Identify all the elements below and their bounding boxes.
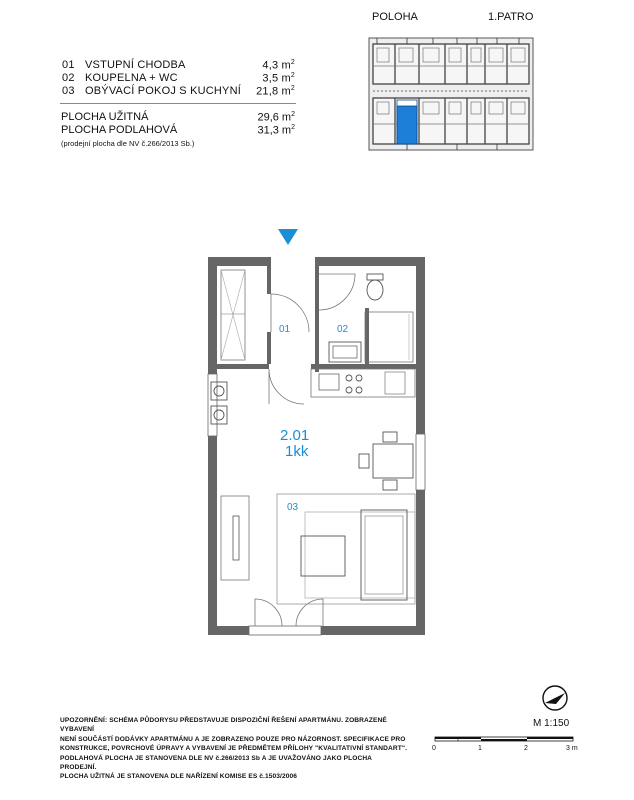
- room-label-02: 02: [337, 324, 349, 335]
- unit-type: 1kk: [285, 443, 309, 460]
- floor-area-value: 31,3 $m^2$: [257, 124, 295, 137]
- scale-label: M 1:150: [533, 718, 570, 729]
- room-area: 4,3 $m^2$: [262, 59, 295, 72]
- room-label-03: 03: [287, 502, 299, 513]
- disclaimer-line: PODLAHOVÁ PLOCHA JE STANOVENA DLE NV č.266/2013 Sb A JE UVAŽOVÁNO JAKO PLOCHA PRODEJNÍ.: [60, 754, 372, 772]
- room-name: OBÝVACÍ POKOJ S KUCHYNÍ: [85, 85, 241, 97]
- room-row-01: [62, 59, 295, 72]
- location-map: [367, 36, 535, 152]
- room-row-02: [62, 72, 295, 85]
- scale-bar: [434, 736, 574, 744]
- floor-label: 1.PATRO: [488, 11, 534, 23]
- disclaimer-line: PLOCHA UŽITNÁ JE STANOVENA DLE NAŘÍZENÍ KOMISE ES č.1503/2006: [60, 773, 298, 781]
- scale-tick-1: 1: [478, 745, 482, 752]
- floor-area-label: PLOCHA PODLAHOVÁ: [61, 124, 178, 136]
- room-name: VSTUPNÍ CHODBA: [85, 59, 186, 71]
- room-area: 21,8 $m^2$: [256, 85, 295, 98]
- entrance-arrow-icon: [277, 228, 299, 246]
- room-label-01: 01: [279, 324, 291, 335]
- scale-tick-2: 2: [524, 745, 528, 752]
- room-number: 02: [62, 72, 75, 84]
- north-arrow-icon: [541, 684, 569, 712]
- room-number: 03: [62, 85, 75, 97]
- usable-area-value: 29,6 $m^2$: [257, 111, 295, 124]
- room-name: KOUPELNA + WC: [85, 72, 178, 84]
- area-note: (prodejní plocha dle NV č.266/2013 Sb.): [61, 139, 195, 148]
- scale-tick-0: 0: [432, 745, 436, 752]
- room-number: 01: [62, 59, 75, 71]
- disclaimer-line: KONSTRUKCE, POVRCHOVÉ ÚPRAVY A VYBAVENÍ JE PŘEDMĚTEM PŘÍLOHY "KVALITATIVNÍ STANDART".: [60, 745, 408, 753]
- unit-number: 2.01: [280, 427, 310, 444]
- room-area: 3,5 $m^2$: [262, 72, 295, 85]
- disclaimer-line: NENÍ SOUČÁSTÍ DODÁVKY APARTMÁNU A JE ZOBRAZENO POUZE PRO NÁZORNOST. SPECIFIKACE PRO: [60, 735, 406, 743]
- scale-tick-3: 3 m: [566, 745, 578, 752]
- usable-area-label: PLOCHA UŽITNÁ: [61, 111, 149, 123]
- location-label: POLOHA: [372, 11, 418, 23]
- disclaimer-line: UPOZORNĚNÍ: SCHÉMA PŮDORYSU PŘEDSTAVUJE DISPOZIČNÍ ŘEŠENÍ APARTMÁNU. ZOBRAZENÉ VYBAVENÍ: [60, 717, 387, 734]
- divider: [60, 103, 296, 104]
- highlighted-apartment: [397, 106, 417, 144]
- room-row-03: [62, 85, 295, 98]
- disclaimer: [60, 716, 410, 782]
- floor-plan: [205, 254, 428, 638]
